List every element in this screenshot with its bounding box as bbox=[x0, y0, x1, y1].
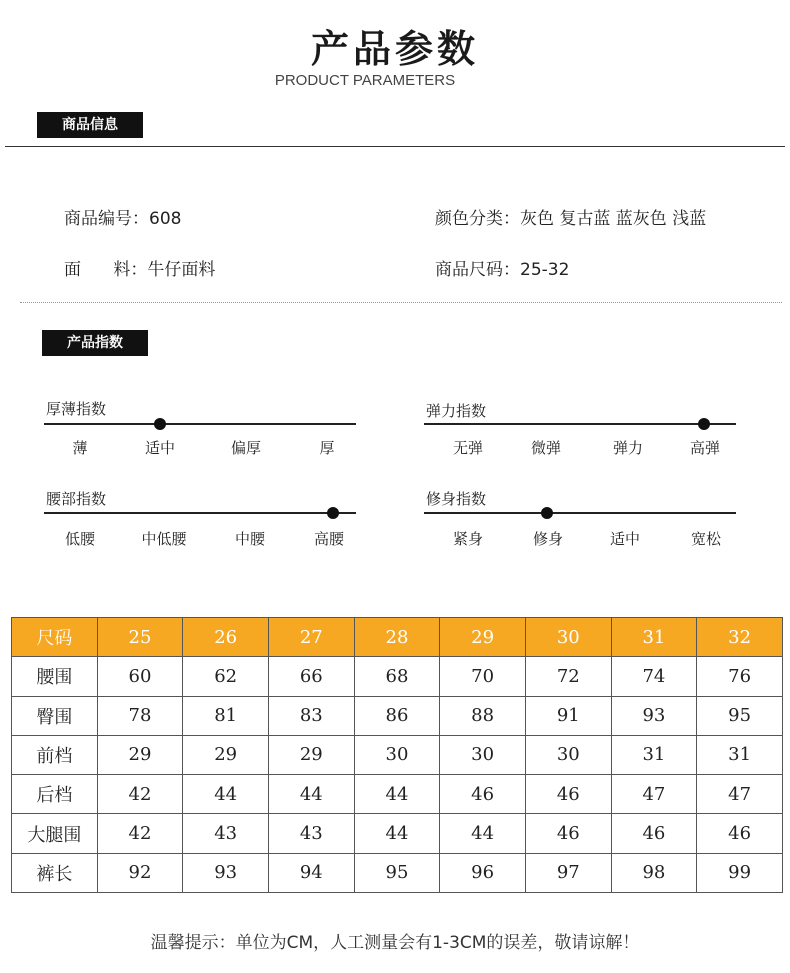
table-cell: 42 bbox=[97, 814, 183, 853]
thickness-index-track bbox=[44, 423, 356, 425]
waist-index-track bbox=[44, 512, 356, 514]
table-cell: 31 bbox=[697, 735, 783, 774]
table-cell: 99 bbox=[697, 853, 783, 892]
product-sizes: 商品尺码：25-32 bbox=[435, 260, 570, 280]
header-cell: 尺码 bbox=[12, 618, 98, 657]
thickness-index-marker bbox=[154, 418, 166, 430]
table-cell: 95 bbox=[697, 696, 783, 735]
waist-option: 中低腰 bbox=[141, 530, 187, 548]
page-title: 产品参数 bbox=[310, 27, 479, 71]
header-cell: 26 bbox=[183, 618, 269, 657]
row-label: 裤长 bbox=[12, 853, 98, 892]
table-row bbox=[12, 696, 783, 735]
table-cell: 46 bbox=[697, 814, 783, 853]
header-cell: 27 bbox=[268, 618, 354, 657]
table-cell: 91 bbox=[525, 696, 611, 735]
table-cell: 43 bbox=[183, 814, 269, 853]
table-cell: 44 bbox=[268, 775, 354, 814]
table-cell: 29 bbox=[268, 735, 354, 774]
elasticity-option: 高弹 bbox=[689, 439, 720, 457]
waist-option: 中腰 bbox=[234, 530, 265, 548]
elasticity-option: 无弹 bbox=[452, 439, 483, 457]
fit-option: 适中 bbox=[609, 530, 640, 548]
table-cell: 62 bbox=[183, 657, 269, 696]
thickness-option: 薄 bbox=[72, 439, 88, 457]
elasticity-index-track bbox=[424, 423, 736, 425]
table-cell: 43 bbox=[268, 814, 354, 853]
thickness-option: 偏厚 bbox=[230, 439, 261, 457]
table-cell: 86 bbox=[354, 696, 440, 735]
table-cell: 72 bbox=[525, 657, 611, 696]
waist-index-marker bbox=[327, 507, 339, 519]
fit-option: 紧身 bbox=[452, 530, 483, 548]
fit-option: 修身 bbox=[532, 530, 563, 548]
header-cell: 30 bbox=[525, 618, 611, 657]
section-divider bbox=[5, 146, 785, 147]
table-cell: 94 bbox=[268, 853, 354, 892]
table-cell: 66 bbox=[268, 657, 354, 696]
size-table-header-row bbox=[12, 618, 783, 657]
table-cell: 95 bbox=[354, 853, 440, 892]
table-cell: 68 bbox=[354, 657, 440, 696]
product-colors: 颜色分类：灰色 复古蓝 蓝灰色 浅蓝 bbox=[435, 209, 707, 229]
table-cell: 97 bbox=[525, 853, 611, 892]
row-label: 大腿围 bbox=[12, 814, 98, 853]
table-cell: 44 bbox=[354, 814, 440, 853]
thickness-option: 适中 bbox=[144, 439, 175, 457]
table-cell: 93 bbox=[611, 696, 697, 735]
table-row bbox=[12, 735, 783, 774]
table-cell: 42 bbox=[97, 775, 183, 814]
row-label: 臀围 bbox=[12, 696, 98, 735]
waist-index-label: 腰部指数 bbox=[46, 490, 107, 508]
table-row bbox=[12, 853, 783, 892]
header-cell: 29 bbox=[440, 618, 526, 657]
table-cell: 46 bbox=[525, 814, 611, 853]
table-cell: 83 bbox=[268, 696, 354, 735]
table-cell: 46 bbox=[611, 814, 697, 853]
header-cell: 31 bbox=[611, 618, 697, 657]
table-cell: 70 bbox=[440, 657, 526, 696]
header-cell: 28 bbox=[354, 618, 440, 657]
measurement-tip: 温馨提示：单位为CM，人工测量会有1-3CM的误差，敬请谅解！ bbox=[150, 933, 640, 953]
table-cell: 78 bbox=[97, 696, 183, 735]
header-cell: 25 bbox=[97, 618, 183, 657]
fit-index-marker bbox=[541, 507, 553, 519]
table-cell: 30 bbox=[525, 735, 611, 774]
table-cell: 96 bbox=[440, 853, 526, 892]
dotted-divider bbox=[20, 302, 782, 303]
table-cell: 92 bbox=[97, 853, 183, 892]
table-cell: 29 bbox=[97, 735, 183, 774]
table-cell: 46 bbox=[440, 775, 526, 814]
table-cell: 76 bbox=[697, 657, 783, 696]
header-cell: 32 bbox=[697, 618, 783, 657]
fit-index-label: 修身指数 bbox=[426, 490, 487, 508]
elasticity-option: 弹力 bbox=[612, 439, 643, 457]
elasticity-option: 微弹 bbox=[530, 439, 561, 457]
table-cell: 44 bbox=[183, 775, 269, 814]
row-label: 后档 bbox=[12, 775, 98, 814]
table-cell: 30 bbox=[440, 735, 526, 774]
table-cell: 98 bbox=[611, 853, 697, 892]
table-cell: 31 bbox=[611, 735, 697, 774]
table-cell: 46 bbox=[525, 775, 611, 814]
table-cell: 93 bbox=[183, 853, 269, 892]
page-subtitle: PRODUCT PARAMETERS bbox=[274, 72, 456, 89]
table-cell: 29 bbox=[183, 735, 269, 774]
thickness-option: 厚 bbox=[319, 439, 335, 457]
fit-option: 宽松 bbox=[690, 530, 721, 548]
table-cell: 74 bbox=[611, 657, 697, 696]
elasticity-index-label: 弹力指数 bbox=[426, 402, 487, 420]
size-table bbox=[11, 617, 783, 893]
thickness-index-label: 厚薄指数 bbox=[46, 400, 107, 418]
waist-option: 低腰 bbox=[64, 530, 95, 548]
waist-option: 高腰 bbox=[313, 530, 344, 548]
table-row bbox=[12, 775, 783, 814]
table-cell: 47 bbox=[611, 775, 697, 814]
section-tag-product-info: 商品信息 bbox=[37, 112, 143, 138]
table-row bbox=[12, 657, 783, 696]
table-cell: 30 bbox=[354, 735, 440, 774]
product-fabric: 面 料：牛仔面料 bbox=[64, 260, 216, 280]
table-cell: 81 bbox=[183, 696, 269, 735]
table-cell: 88 bbox=[440, 696, 526, 735]
table-cell: 44 bbox=[354, 775, 440, 814]
table-cell: 60 bbox=[97, 657, 183, 696]
fit-index-track bbox=[424, 512, 736, 514]
row-label: 前档 bbox=[12, 735, 98, 774]
product-code: 商品编号：608 bbox=[64, 209, 182, 229]
section-tag-indices: 产品指数 bbox=[42, 330, 148, 356]
table-cell: 44 bbox=[440, 814, 526, 853]
table-row bbox=[12, 814, 783, 853]
row-label: 腰围 bbox=[12, 657, 98, 696]
elasticity-index-marker bbox=[698, 418, 710, 430]
table-cell: 47 bbox=[697, 775, 783, 814]
